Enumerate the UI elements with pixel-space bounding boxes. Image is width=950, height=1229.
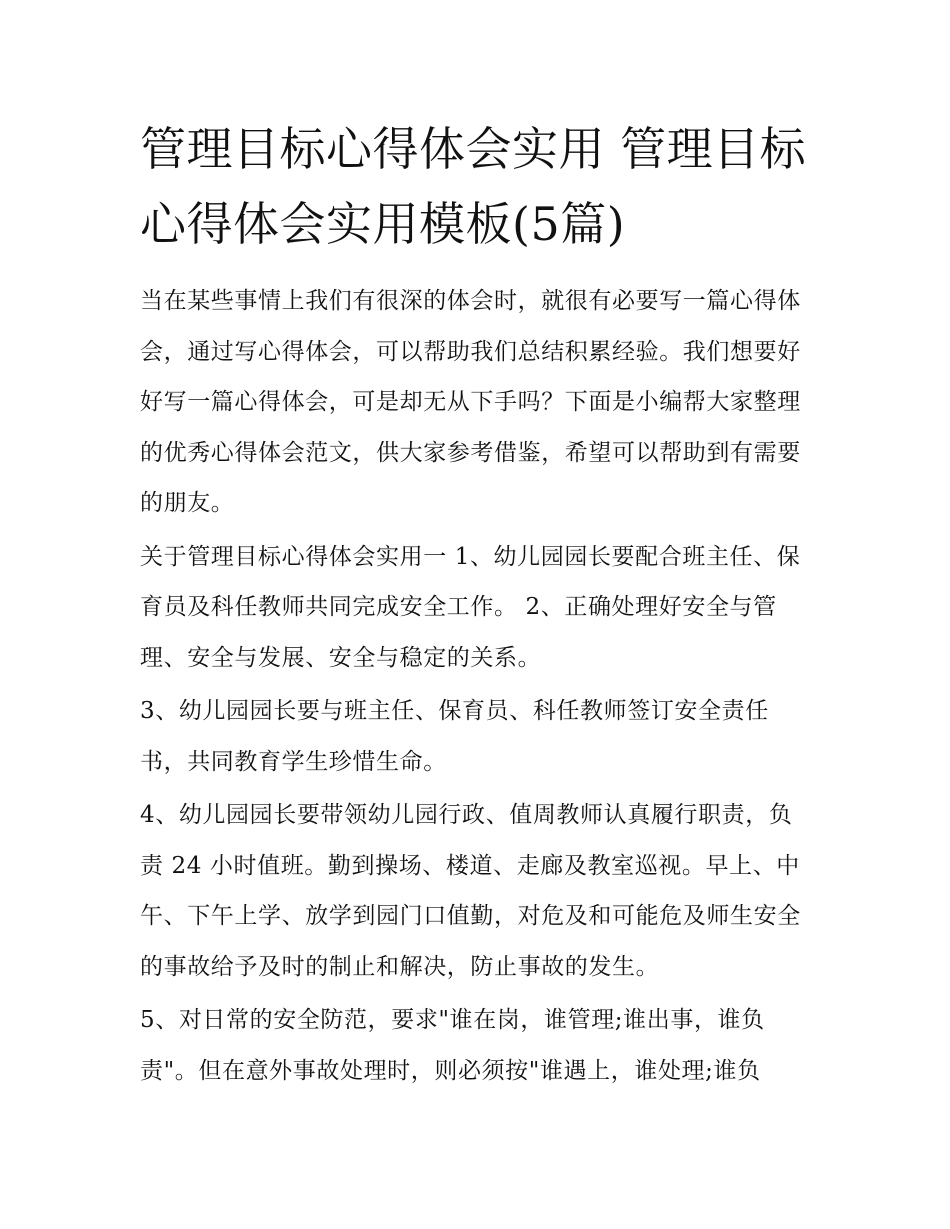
item-3-paragraph: 3、幼儿园园长要与班主任、保育员、科任教师签订安全责任书，共同教育学生珍惜生命。 [140, 698, 769, 775]
document-title: 管理目标心得体会实用 管理目标心得体会实用模板(5篇) [140, 122, 807, 251]
item-4-paragraph: 4、幼儿园园长要带领幼儿园行政、值周教师认真履行职责，负责 24 小时值班。勤到操场、楼道、走廊及教室巡视。早上、中午、下午上学、放学到园门口值勤，对危及和可能危及师生安全的事故给予及时的制止和解决，防止事故的发生。 [140, 802, 801, 980]
document-body [140, 112, 812, 1096]
intro-paragraph: 当在某些事情上我们有很深的体会时，就很有必要写一篇心得体会，通过写心得体会，可以帮助我们总结积累经验。我们想要好好写一篇心得体会，可是却无从下手吗？下面是小编帮大家整理的优秀心得体会范文，供大家参考借鉴，希望可以帮助到有需要的朋友。 [140, 288, 801, 516]
item-5-paragraph: 5、对日常的安全防范，要求"谁在岗，谁管理;谁出事，谁负责"。但在意外事故处理时，则必须按"谁遇上，谁处理;谁负 [140, 1007, 765, 1084]
section-one-paragraph: 关于管理目标心得体会实用一 1、幼儿园园长要配合班主任、保育员及科任教师共同完成安全工作。 2、正确处理好安全与管理、安全与发展、安全与稳定的关系。 [140, 543, 801, 671]
